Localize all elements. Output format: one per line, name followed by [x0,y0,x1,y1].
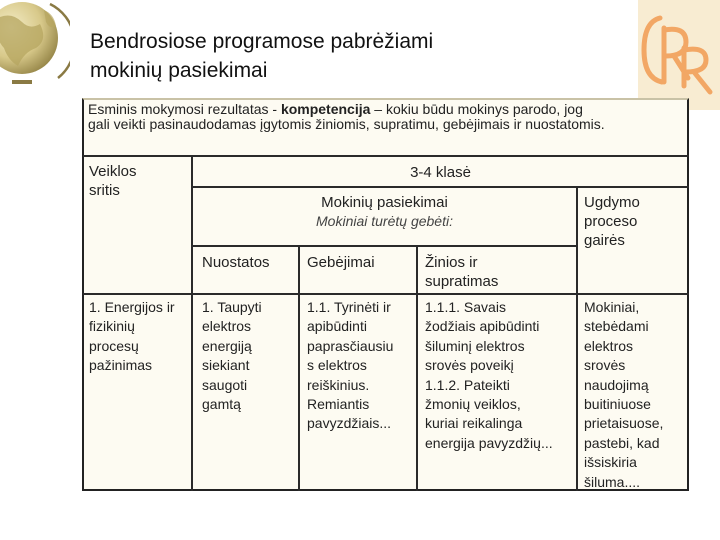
guidelines-line: elektros [584,337,634,354]
achievements-header-title: Mokinių pasiekimai [321,194,448,211]
guidelines-line: srovės [584,357,626,374]
knowledge-header-line: Žinios ir [425,254,478,271]
intro-line-1-start: Esminis mokymosi rezultatas - [88,101,281,117]
attitudes-column-divider [298,245,300,491]
guidelines-line: stebėdami [584,318,649,335]
logo-panel [638,0,720,110]
grade-header-divider [192,186,689,188]
abilities-line: reiškinius. [307,376,370,393]
title-line-2: mokinių pasiekimai [90,59,268,82]
guidelines-header [584,193,640,250]
attitudes-line: energiją [202,337,252,354]
area-line: pažinimas [89,357,153,374]
grade-header: 3-4 klasė [410,164,471,181]
guidelines-line: šiluma.... [584,473,641,490]
row-knowledge-cell [425,298,553,453]
intro-text [88,102,688,132]
guidelines-line: išsiskiria [584,454,637,471]
achievements-header-divider [192,245,577,247]
knowledge-line: žmonių veiklos, [425,396,521,413]
intro-line-2: gali veikti pasinaudodamas įgytomis žiniomis, supratimu, gebėjimais ir nuostatomis. [88,116,605,132]
knowledge-line: 1.1.2. Pateikti [425,376,510,393]
guidelines-line: prietaisuose, [584,415,664,432]
abilities-line: Remiantis [307,396,370,413]
abilities-line: 1.1. Tyrinėti ir [307,299,391,315]
achievements-header [192,193,577,231]
abilities-line: apibūdinti [307,318,367,335]
knowledge-line: žodžiais apibūdinti [425,318,540,335]
knowledge-line: kuriai reikalinga [425,415,523,432]
attitudes-header: Nuostatos [202,254,270,271]
knowledge-line: šiluminį elektros [425,337,525,354]
table-top-border [83,155,689,157]
area-line: 1. Energijos ir [89,299,175,315]
intro-line-1 [88,102,688,117]
attitudes-line: gamtą [202,396,241,413]
org-logo-icon [638,0,720,110]
row-guidelines-cell [584,298,663,492]
guidelines-header-line: Ugdymo [584,194,640,211]
area-header [89,162,137,200]
abilities-column-divider [416,245,418,491]
attitudes-line: saugoti [202,376,248,393]
knowledge-header-line: supratimas [425,273,499,290]
intro-line-1-end: – kokiu būdu mokinys parodo, jog [370,101,583,117]
row-attitudes-cell [202,298,262,414]
title-line-1: Bendrosiose programose pabrėžiami [90,30,434,53]
knowledge-line: 1.1.1. Savais [425,299,506,315]
abilities-header: Gebėjimai [307,254,375,271]
abilities-line: pavyzdžiais... [307,415,392,432]
row-abilities-cell [307,298,393,434]
row-area-cell [89,298,175,376]
guidelines-line: Mokiniai, [584,299,640,315]
intro-keyword: kompetencija [280,101,371,117]
guidelines-line: pastebi, kad [584,434,660,451]
attitudes-line: siekiant [202,357,250,374]
guidelines-header-line: gairės [584,232,625,249]
attitudes-line: 1. Taupyti [202,299,262,315]
area-line: procesų [89,337,139,354]
abilities-line: paprasčiausiu [307,337,394,354]
guidelines-line: naudojimą [584,376,649,393]
guidelines-line: buitiniuose [584,396,651,413]
knowledge-line: srovės poveikį [425,357,514,374]
knowledge-line: energija pavyzdžių... [425,434,553,451]
knowledge-column-divider [576,186,578,491]
area-header-line: Veiklos [89,163,137,180]
slide-title [90,27,610,85]
guidelines-header-line: proceso [584,213,638,230]
abilities-line: s elektros [307,357,367,374]
area-header-line: sritis [89,182,120,199]
globe-illustration [0,0,70,95]
knowledge-header [425,253,498,291]
area-line: fizikinių [89,318,135,335]
subheader-divider [83,293,689,295]
attitudes-line: elektros [202,318,252,335]
achievements-header-subtitle: Mokiniai turėtų gebėti: [316,213,453,229]
